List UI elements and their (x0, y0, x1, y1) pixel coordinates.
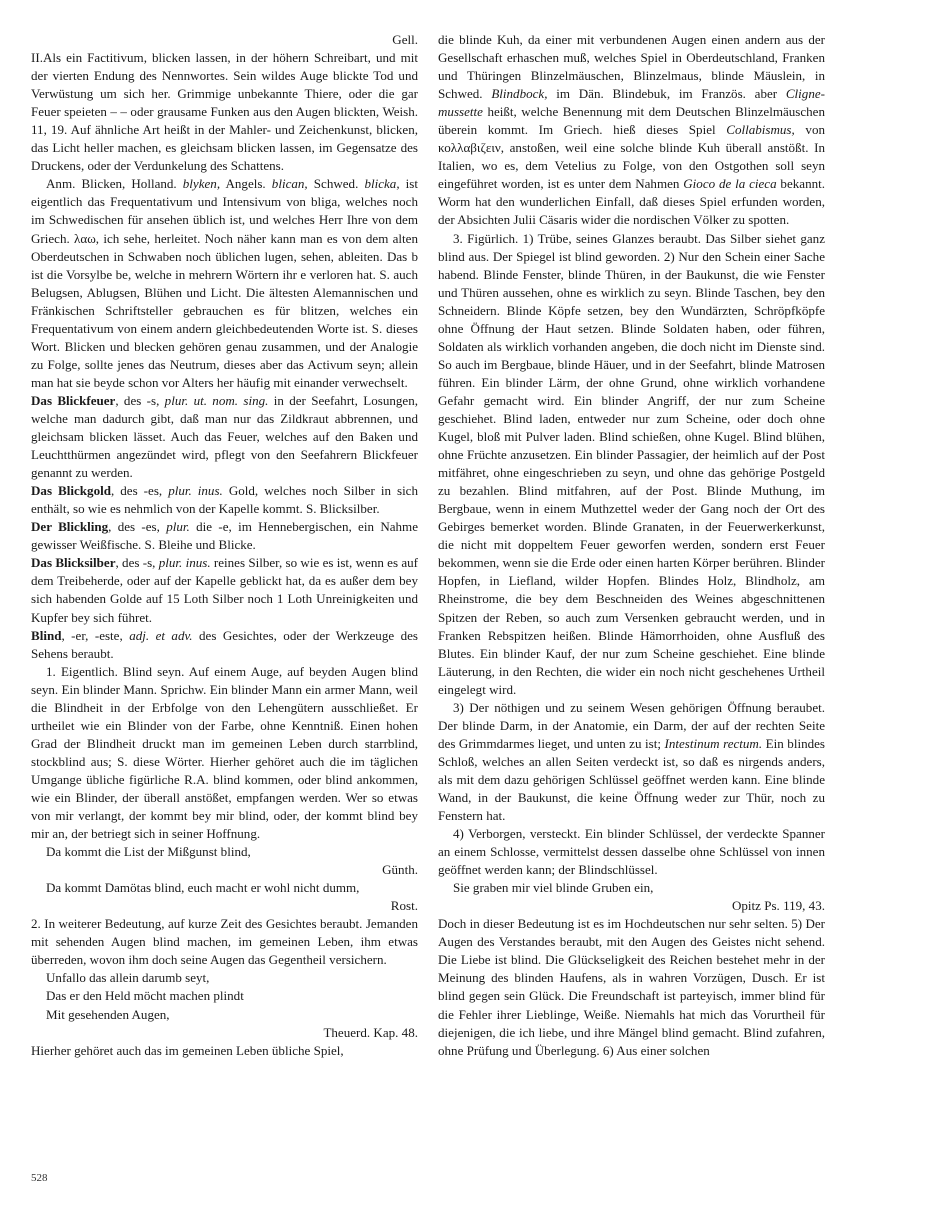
right-column (438, 31, 825, 1060)
sense-5-mind: Doch in dieser Bedeutung ist es im Hochdeutschen nur sehr selten. 5) Der Augen des Verstandes beraubt, mit den Augen des Geistes nicht sehend. Die Liebe ist blind. Die Glückseligkeit des Reichen bestehet mehr in der Meinung des blinden Haufens, als in wahren Vorzügen, Dusch. Er ist blind gegen sein Glück. Die Freundschaft ist parteyisch, immer blind für die Fehler ihrer Lieblinge, Weiße. Niemahls hat mich das Vorurtheil für diejenigen, die ich liebe, und ihre Mängel blind gemacht. Blind zufahren, ohne Prüfung und Überlegung. 6) Aus einer solchen (438, 916, 825, 1058)
entry-blickfeuer: Das Blickfeuer, des -s, plur. ut. nom. sing. in der Seefahrt, Losungen, welche man dadurch gibt, daß man nur das Zildkraut abbrennen, und gleichsam blicken lässet. Auch das Feuer, welches auf den Baken und Leuchtthürmen angezündet wird, pflegt von den Seefahrern Blickfeuer genannt zu werden. (31, 392, 418, 481)
paragraph-continued: Hierher gehöret auch das im gemeinen Leben übliche Spiel, (31, 1042, 344, 1058)
sense-1: 1. Eigentlich. Blind seyn. Auf einem Auge, auf beyden Augen blind seyn. Ein blinder Mann. Sprichw. Ein blinder Mann ein armer Mann, weil die Blindheit in der Erbfolge von den Lehengütern ausschließet. Er urtheilet wie ein Blinder von der Farbe, ohne Kenntniß. Einen hohen Grad der Blindheit druckt man im gemeinen Leben durch starrblind, stockblind aus; S. diese Wörter. Hierher gehöret auch die im täglichen Umgange übliche figürliche R.A. blind kommen, oder blind ankommen, wie ein Blinder, der überall anstößet, empfangen werden. Wer so etwas von mir verlangt, der kommt bey mir blind, oder, der kommt blind bey mir an, der betriegt sich in seiner Hoffnung. (31, 663, 418, 842)
verse-quote: Unfallo das allein darumb seyt, (46, 970, 210, 986)
headword: Das Blickfeuer (31, 392, 116, 408)
quote-source: Opitz Ps. 119, 43. (731, 898, 825, 914)
headword: Blind (31, 627, 62, 643)
sense-3-figurative: 3. Figürlich. 1) Trübe, seines Glanzes beraubt. Das Silber siehet ganz blind aus. Der Spiegel ist blind geworden. 2) Nur den Schein einer Sache habend. Blinde Fenster, blinde Thüren, in der Baukunst, die wie Fenster und Thüren aussehen, ohne es wirklich zu seyn. Blinde Taschen, bey den Schneidern. Blinde Köpfe setzen, bey den Wundärzten, Schröpfköpfe ohne Öffnung der Haut setzen. Blinde Soldaten haben, oder führen, Soldaten als wirklich vorhanden angeben, die doch nicht im Dienste sind. So auch im Bergbaue, blinde Häuer, und in der Seefahrt, blinde Matrosen führen. Ein blinder Lärm, der ohne Grund, ohne wirklich vorhandene Gefahr gemacht wird. Ein blinder Angriff, der nur zum Scheine geschiehet. Blind laden, entweder nur zum Scheine, oder doch ohne Kugel, bloß mit Pulver laden. Blind schießen, ohne Kugel. Blind blühen, ohne Früchte anzusetzen. Ein blinder Passagier, der heimlich auf der Post mitfähret, ohne eingeschrieben zu seyn, und ohne das gehörige Postgeld zu bezahlen. Blind mitfahren, auf der Post. Blinde Muthung, im Bergbaue, wenn in einem Muthzettel weder der Gang noch der Ort des Gebirges bemerket worden. Blinde Granaten, in der Feuerwerkerkunst, die nicht mit doppeltem Feuer geworfen werden, sondern erst Feuer bekommen, wenn sie die Erde oder einen harten Körper berühren. Blinder Hopfen, in Liefland, wilder Hopfen. Blindes Holz, Blindholz, am Rheinstrome, die bey dem Beschneiden des Weines abgeschnittenen Spitzen der Reben, so auch zum Versenken gebraucht werden, und in Franken Rebspitzen heißen. Blinde Hämorrhoiden, ohne Ausfluß des Blutes. Ein blinder Kauf, der nur zum Scheine geschiehet. Eine blinde Läuterung, in den Rechten, die wider ein noch nicht geschehenes Urtheil eingelegt wird. (438, 230, 825, 697)
paragraph-blinde-kuh: die blinde Kuh, da einer mit verbundenen Augen einen andern aus der Gesellschaft erhaschen muß, welches Spiel in Oberdeutschland, Franken und Thüringen Blinzelmäuschen, Blinzelmaus, blinde Mäuslein, in Schwed. Blindbock, im Dän. Blindebuk, im Französ. aber Cligne-mussette heißt, welche Benennung mit dem Deutschen Blinzelmäuschen überein kommt. Im Griech. hieß dieses Spiel Collabismus, von κολλαβιζειν, anstoßen, weil eine solche blinde Kuh überall anstößt. In Italien, wo es, dem Vetelius zu Folge, von den Ostgothen soll seyn eingeführet worden, ist es unter dem Nahmen Gioco de la cieca bekannt. Worm hat den wunderlichen Einfall, daß dieses Spiel erfunden worden, der Absichten Julii Cäsaris wider die nordischen Völker zu spotten. (438, 32, 825, 228)
sense-3-opening: 3) Der nöthigen und zu seinem Wesen gehörigen Öffnung beraubet. Der blinde Darm, in der Anatomie, ein Darm, der auf der rechten Seite des Grimmdarmes lieget, und unten zu ist; Intestinum rectum. Ein blindes Schloß, welches an allen Seiten verdeckt ist, so daß es nirgends anders, als mit dem dazu gehörigen Schlüssel geöffnet werden kann. Eine blinde Wand, in der Baukunst, die keine Öffnung weder zur Thür, noch zu Fenstern hat. (438, 699, 825, 824)
entry-blickgold: Das Blickgold, des -es, plur. inus. Gold, welches noch Silber in sich enthält, so wie es nehmlich von der Kapelle kommt. S. Blicksilber. (31, 483, 419, 517)
headword: Das Blicksilber (31, 555, 116, 571)
paragraph-anmerkung: Anm. Blicken, Holland. blyken, Angels. blican, Schwed. blicka, ist eigentlich das Frequentativum und Intensivum von bliga, welches noch im Schwedischen für ansehen üblich ist, und welches Herr Ihre von dem Griech. λαω, ich sehe, herleitet. Noch näher kann man es von dem alten Oberdeutschen in Schwaben noch üblichen lugen, sehen, ableiten. Das b ist die Vorsylbe be, welche in mehrern Wörtern ihr e verloren hat. S. auch Belugsen, Ablugsen, Blühen und Licht. Die ältesten Alemannischen und Fränkischen Schriftsteller gebrauchen es für blitzen, welches ein Frequentativum von einem andern gleichbedeutenden Worte ist. S. dieses Wort. Blicken und blecken gehören genau zusammen, und der Analogie zu Folge, sollte jenes das Neutrum, dieses aber das Activum seyn; allein man hat sie beyde schon vor Alters her häufig mit einander verwechselt. (31, 176, 419, 390)
page-number: 528 (31, 1172, 48, 1184)
verse-quote: Mit gesehenden Augen, (46, 1006, 170, 1022)
sense-4-hidden: 4) Verborgen, versteckt. Ein blinder Schlüssel, der verdeckte Spanner an einem Schlosse, vermittelst dessen dasselbe ohne Schlüssel von innen geöffnet werden kann; der Blindschlüssel. (438, 826, 825, 878)
headword: Der Blickling (31, 519, 109, 535)
verse-quote: Das er den Held möcht machen plindt (46, 988, 244, 1004)
verse-quote: Da kommt Damötas blind, euch macht er wohl nicht dumm, (46, 880, 360, 896)
left-column (31, 31, 418, 1060)
quote-source: Rost. (390, 898, 418, 914)
sense-2: 2. In weiterer Bedeutung, auf kurze Zeit des Gesichtes beraubt. Jemanden mit sehenden Augen blind machen, im gemeinen Leben, ihm etwas überreden, wovon ihm doch seine Augen das Gegentheil versichern. (31, 916, 418, 968)
quote-source: Günth. (382, 862, 418, 878)
quote-source: Theuerd. Kap. 48. (323, 1024, 418, 1040)
entry-blickling: Der Blickling, des -es, plur. die -e, im Hennebergischen, ein Nahme gewisser Weißfische. S. Bleihe und Blicke. (31, 519, 418, 553)
paragraph-factitivum: II.Als ein Factitivum, blicken lassen, in der höhern Schreibart, und mit der vierten Endung des Nennwortes. Sein wildes Auge blickte Tod und Verwüstung um sich her. Grimmige unbekannte Thiere, oder die gar Feuer speieten – – oder grausame Funken aus den Augen blickten, Weish. 11, 19. Auf ähnliche Art heißt in der Mahler- und Zeichenkunst, blicken, das Licht heller machen, es gleichsam blicken lassen, im Gegensatze des Druckens, oder der Verdunkelung des Schattens. (31, 50, 418, 174)
headword: Das Blickgold (31, 483, 111, 499)
entry-blind: Blind, -er, -este, adj. et adv. des Gesichtes, oder der Werkzeuge des Sehens beraubt. (31, 627, 418, 661)
source-ref: Gell. (392, 32, 418, 47)
verse-quote: Da kommt die List der Mißgunst blind, (46, 844, 251, 860)
entry-blicksilber: Das Blicksilber, des -s, plur. inus. reines Silber, so wie es ist, wenn es auf dem Treibeherde, oder auf der Kapelle geblickt hat, da es außer dem bey sich habenden Golde auf 15 Loth Silber noch 1 Loth Unreinigkeiten und Kupfer bey sich führet. (31, 555, 418, 625)
verse-quote: Sie graben mir viel blinde Gruben ein, (453, 880, 654, 896)
